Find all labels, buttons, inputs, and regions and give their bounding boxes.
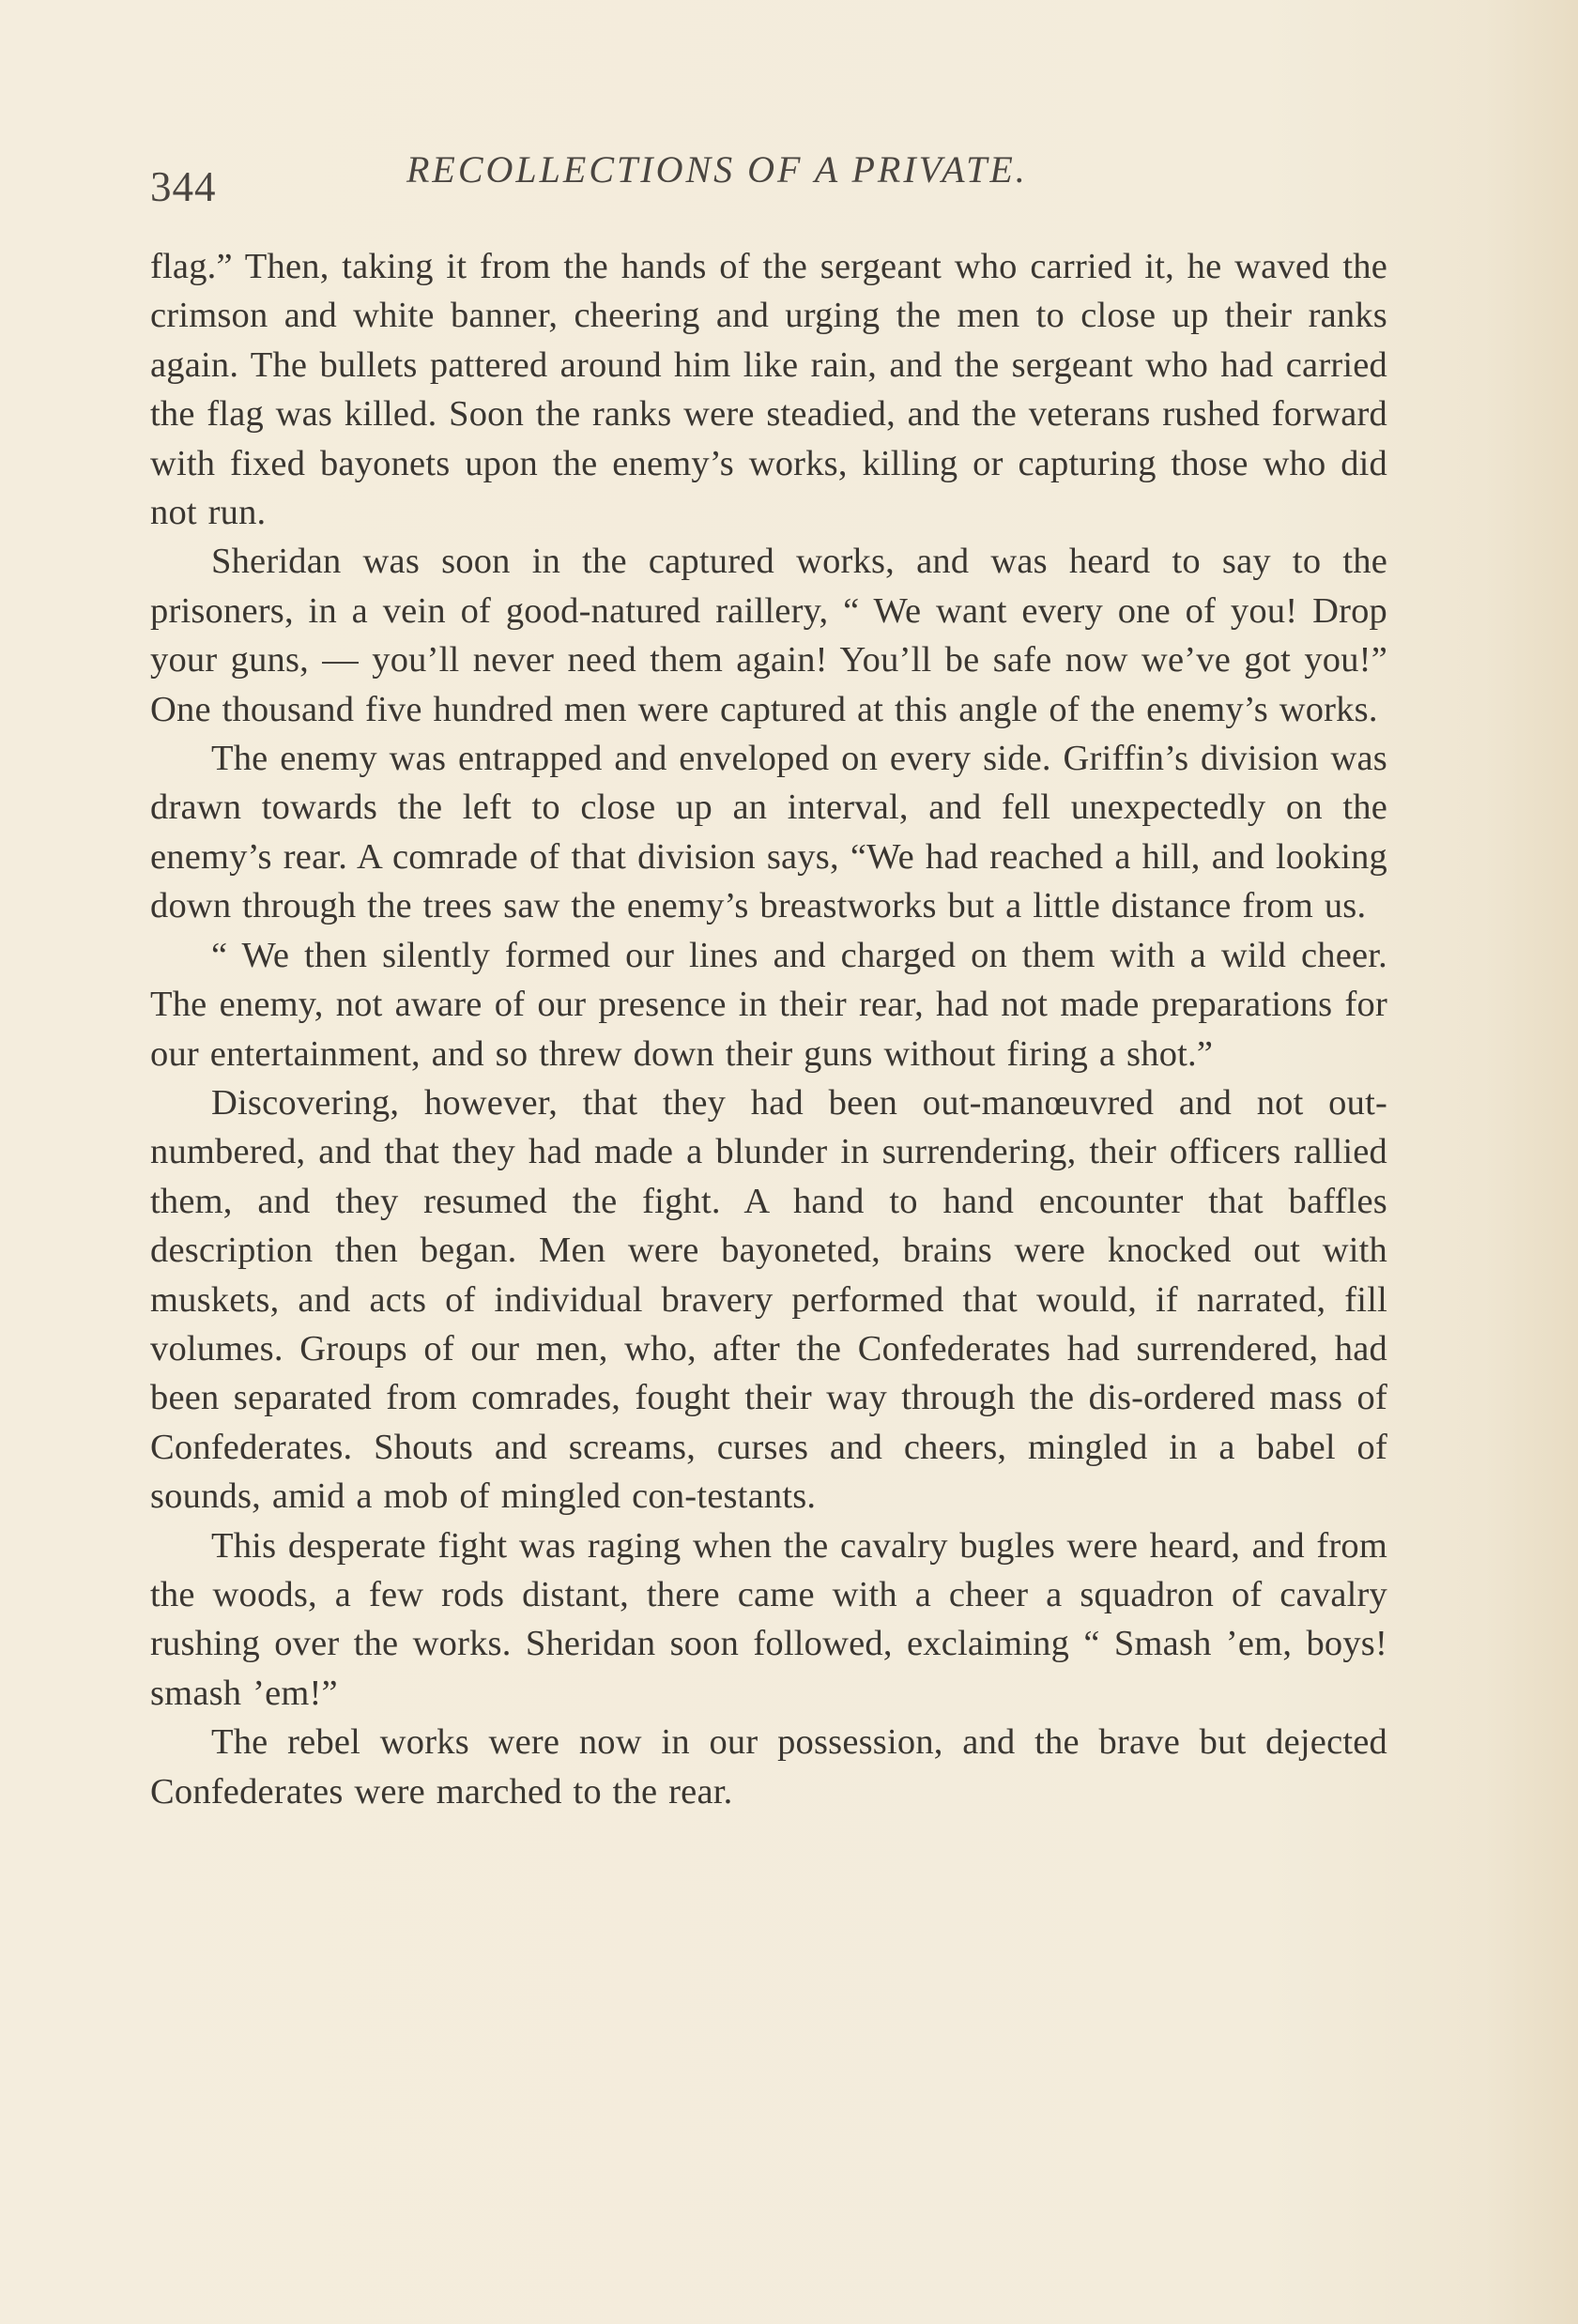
page-header (150, 145, 1389, 211)
running-title: RECOLLECTIONS OF A PRIVATE. (406, 148, 1028, 191)
paragraph-comrade-quote: “ We then silently formed our lines and charged on them with a wild cheer. The enemy, not aware of our presence in their rear, had not made preparations for our entertainment, and so threw down their guns without firing a shot.” (150, 935, 1387, 1074)
paragraph-enemy-entrapped: The enemy was entrapped and enveloped on every side. Griffin’s division was drawn towards the left to close up an interval, and fell unexpectedly on the enemy’s rear. A comrade of that division says, “We had reached a hill, and looking down through the trees saw the enemy’s breastworks but a little distance from us. (150, 739, 1387, 926)
body-text (150, 242, 1387, 1816)
paragraph-rebel-works-possessed: The rebel works were now in our possession, and the brave but dejected Confederates were marched to the rear. (150, 1722, 1387, 1812)
paragraph-sheridan-captured-works: Sheridan was soon in the captured works, and was heard to say to the prisoners, in a vein of good-natured raillery, “ We want every one of you! Drop your guns, — you’ll never need them again! You’ll be safe now we’ve got you!” One thousand five hundred men were captured at this angle of the enemy’s works. (150, 542, 1387, 729)
paragraph-cavalry-charge: This desperate fight was raging when the cavalry bugles were heard, and from the woods, a few rods distant, there came with a cheer a squadron of cavalry rushing over the works. Sheridan soon followed, exclaiming “ Smash ’em, boys! smash ’em!” (150, 1525, 1387, 1713)
paragraph-flag-continuation: flag.” Then, taking it from the hands of the sergeant who carried it, he waved the crimson and white banner, cheering and urging the men to close up their ranks again. The bullets pattered around him like rain, and the sergeant who had carried the flag was killed. Soon the ranks were steadied, and the veterans rushed forward with fixed bayonets upon the enemy’s works, killing or capturing those who did not run. (150, 247, 1387, 533)
paragraph-hand-to-hand: Discovering, however, that they had been out-manœuvred and not out-numbered, and that they had made a blunder in surrendering, their officers rallied them, and they resumed the fight. A hand to hand encounter that baffles description then began. Men were bayoneted, brains were knocked out with muskets, and acts of individual bravery performed that would, if narrated, fill volumes. Groups of our men, who, after the Confederates had surrendered, had been separated from comrades, fought their way through the dis-ordered mass of Confederates. Shouts and screams, curses and cheers, mingled in a babel of sounds, amid a mob of mingled con-testants. (150, 1082, 1387, 1517)
page-number: 344 (150, 163, 217, 210)
